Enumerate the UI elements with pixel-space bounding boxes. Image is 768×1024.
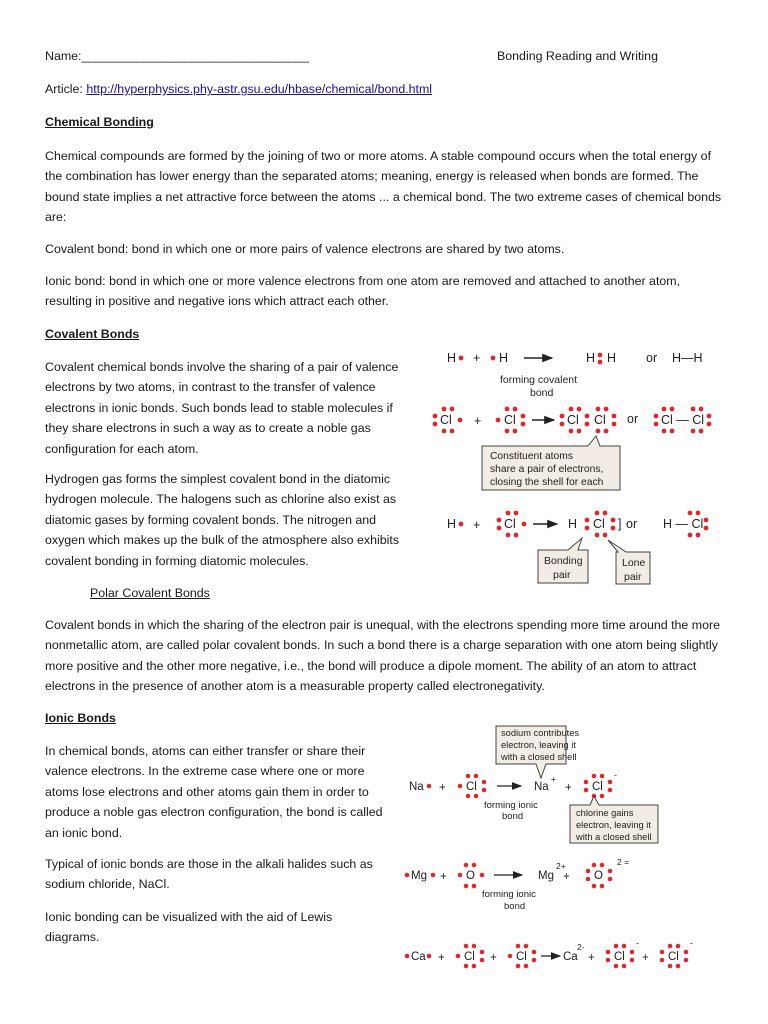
h2-bond-formula: H—H [672, 351, 703, 365]
chemical-bonding-heading: Chemical Bonding [45, 115, 154, 129]
svg-text:Cl: Cl [614, 951, 625, 963]
name-field-label: Name:_________________________________ [45, 49, 309, 63]
hcl-bond-formula [663, 511, 708, 538]
svg-text:Cl: Cl [593, 517, 605, 531]
svg-text:chlorine gains: chlorine gains [576, 808, 634, 818]
svg-text:Cl: Cl [516, 951, 527, 963]
plus-sign: + [474, 414, 482, 428]
svg-text:O: O [594, 870, 603, 882]
svg-text:Cl: Cl [440, 413, 452, 427]
svg-text:H: H [568, 517, 578, 531]
calcium-atom-label: Ca [411, 951, 426, 963]
chloride-ion [584, 770, 617, 798]
covalent-bond-definition: Covalent bond: bond in which one or more pairs of valence electrons are shared by two atoms. [45, 242, 565, 256]
calcium-ion-label: Ca [563, 951, 578, 963]
electron-dot [459, 356, 464, 361]
chlorine-gains-callout [570, 796, 658, 843]
ionic-bonds-paragraph-2: Typical of ionic bonds are those in the alkali halides such as sodium chloride, NaCl. [45, 857, 373, 892]
electron-dot [405, 873, 410, 878]
svg-text:Cl: Cl [668, 951, 679, 963]
electron-dot [427, 954, 432, 959]
plus-sign: + [439, 782, 446, 794]
article-link[interactable]: http://hyperphysics.phy-astr.gsu.edu/hbase/chemical/bond.html [86, 82, 433, 96]
svg-text:Constituent atoms: Constituent atoms [490, 451, 573, 462]
svg-text:Bonding: Bonding [544, 555, 583, 567]
svg-text:Cl: Cl [592, 781, 603, 793]
ionic-bonds-paragraph-1: In chemical bonds, atoms can either transfer or share their valence electrons. In the extreme case where one or more atoms lose electrons and other atoms gain them in order to produce a noble gas electron configuration, the bond is called an ionic bond. [45, 744, 383, 840]
svg-text:pair: pair [553, 569, 571, 581]
ionic-bonds-heading: Ionic Bonds [45, 711, 116, 725]
covalent-bonds-paragraph-1: Covalent chemical bonds involve the sharing of a pair of valence electrons by two atoms, in contrast to the transfer of valence electrons in ionic bonds. Such bonds lead to stable molecules if they share electrons in such a way as to create a noble gas configuration for each atom. [45, 360, 399, 456]
magnesium-ion-charge: 2+ [556, 861, 566, 871]
forming-ionic-caption-1: forming ionic [484, 800, 538, 811]
h-atom-label: H [607, 351, 617, 365]
cl2-bond-formula [654, 407, 712, 434]
chlorine-atom [508, 944, 537, 969]
cl2-lewis-structure [560, 407, 617, 434]
electron-dot [491, 356, 496, 361]
chlorine-atom [456, 944, 485, 969]
chlorine-atom [497, 511, 527, 538]
magnesium-ion-label: Mg [538, 870, 554, 882]
svg-text:electron, leaving it: electron, leaving it [576, 820, 651, 830]
lone-pair-callout [608, 540, 650, 584]
forming-covalent-caption-2: bond [530, 387, 554, 399]
electron-dot [405, 954, 410, 959]
forming-ionic-caption-2: bond [502, 811, 524, 822]
covalent-bonds-heading: Covalent Bonds [45, 327, 140, 341]
svg-text:Cl: Cl [504, 517, 516, 531]
plus-sign: + [440, 871, 447, 883]
ionic-bonds-paragraph-3: Ionic bonding can be visualized with the aid of Lewis diagrams. [45, 910, 333, 945]
h-atom-label: H [499, 351, 509, 365]
covalent-bonds-paragraph-2: Hydrogen gas forms the simplest covalent bond in the diatomic hydrogen molecule. The halogens such as chlorine also exist as diatomic gases by forming covalent bonds. The nitrogen and oxygen which makes up the bulk of the atmosphere also exhibits covalent bonding in forming diatomic molecules. [45, 472, 400, 568]
plus-sign: + [438, 952, 445, 964]
sodium-ion-label: Na [534, 781, 549, 793]
ionic-bond-diagram [400, 720, 730, 980]
electron-dot [459, 522, 464, 527]
svg-text:Cl: Cl [504, 413, 516, 427]
constituent-atoms-callout [482, 436, 620, 490]
article-line [45, 79, 432, 99]
plus-sign: + [490, 952, 497, 964]
oxygen-atom [458, 863, 485, 889]
svg-text:2 =: 2 = [617, 857, 630, 867]
chlorine-atom-right [496, 407, 526, 434]
polar-covalent-heading: Polar Covalent Bonds [90, 586, 210, 600]
magnesium-atom-label: Mg [411, 870, 427, 882]
document-title: Bonding Reading and Writing [497, 49, 658, 63]
or-label: or [627, 412, 639, 426]
bonding-pair-callout [538, 538, 588, 583]
covalent-bond-diagram [420, 340, 730, 590]
svg-text:sodium contributes: sodium contributes [501, 728, 580, 738]
forming-covalent-caption-1: forming covalent [500, 374, 578, 386]
electron-dot [427, 784, 432, 789]
chlorine-atom-left [433, 407, 463, 434]
svg-text:with a closed shell: with a closed shell [576, 832, 652, 842]
h-atom-label: H [586, 351, 596, 365]
chloride-ion [660, 938, 693, 968]
ionic-bond-definition: Ionic bond: bond in which one or more valence electrons from one atom are removed and attached to another atom, resulting in positive and negative ions which attract each other. [45, 274, 681, 309]
sodium-atom-label: Na [409, 781, 424, 793]
plus-sign: + [473, 518, 481, 532]
h-atom-label: H [447, 517, 457, 531]
svg-text:Cl: Cl [464, 951, 475, 963]
plus-sign: + [563, 871, 570, 883]
chemical-bonding-paragraph: Chemical compounds are formed by the joining of two or more atoms. A stable compound occurs when the total energy of the combination has lower energy than the separated atoms; meaning, energy is released when bonds are formed. The bound state implies a net attractive force between the atoms ... a chemical bond. The two extreme cases of chemical bonds are: [45, 149, 722, 225]
svg-text:electron, leaving it: electron, leaving it [501, 740, 576, 750]
oxide-ion [586, 857, 629, 888]
svg-text:-: - [690, 938, 693, 948]
plus-sign: + [473, 351, 481, 365]
svg-text:pair: pair [624, 571, 642, 583]
svg-text:H — Cl: H — Cl [663, 517, 704, 531]
svg-text:-: - [614, 770, 617, 780]
plus-sign: + [642, 952, 649, 964]
article-label: Article: [45, 82, 87, 96]
electron-dot [598, 360, 603, 365]
svg-text:with a closed shell: with a closed shell [501, 752, 577, 762]
chlorine-atom [458, 774, 487, 799]
h-atom-label: H [447, 351, 457, 365]
forming-ionic-caption-1: forming ionic [482, 889, 536, 900]
electron-dot [431, 873, 436, 878]
plus-sign: + [565, 782, 572, 794]
svg-text:O: O [466, 870, 475, 882]
svg-text:Cl — Cl: Cl — Cl [661, 413, 705, 427]
svg-text:closing the shell for each: closing the shell for each [490, 477, 604, 488]
svg-text:Cl: Cl [594, 413, 606, 427]
sodium-contributes-callout [496, 726, 579, 778]
polar-covalent-paragraph: Covalent bonds in which the sharing of the electron pair is unequal, with the electrons spending more time around the more nonmetallic atom, are called polar covalent bonds. In such a bond there is a charge separation with one atom being slightly more positive and the other more negative, i.e., the bond will produce a dipole moment. The ability of an atom to attract electrons in the presence of another atom is a measurable property called electronegativity. [45, 618, 720, 694]
plus-sign: + [588, 952, 595, 964]
chloride-ion [606, 938, 639, 968]
svg-text:]: ] [618, 517, 622, 531]
forming-ionic-caption-2: bond [504, 901, 526, 912]
or-label: or [626, 517, 638, 531]
electron-dot [598, 353, 603, 358]
svg-text:Lone: Lone [622, 557, 646, 569]
svg-text:Cl: Cl [466, 781, 477, 793]
or-label: or [646, 351, 658, 365]
svg-text:-: - [636, 938, 639, 948]
svg-text:Cl: Cl [567, 413, 579, 427]
svg-text:share a pair of electrons,: share a pair of electrons, [490, 464, 604, 475]
sodium-ion-charge: + [551, 774, 556, 784]
calcium-ion-charge: 2- [577, 942, 585, 952]
hcl-lewis-structure [568, 511, 621, 538]
